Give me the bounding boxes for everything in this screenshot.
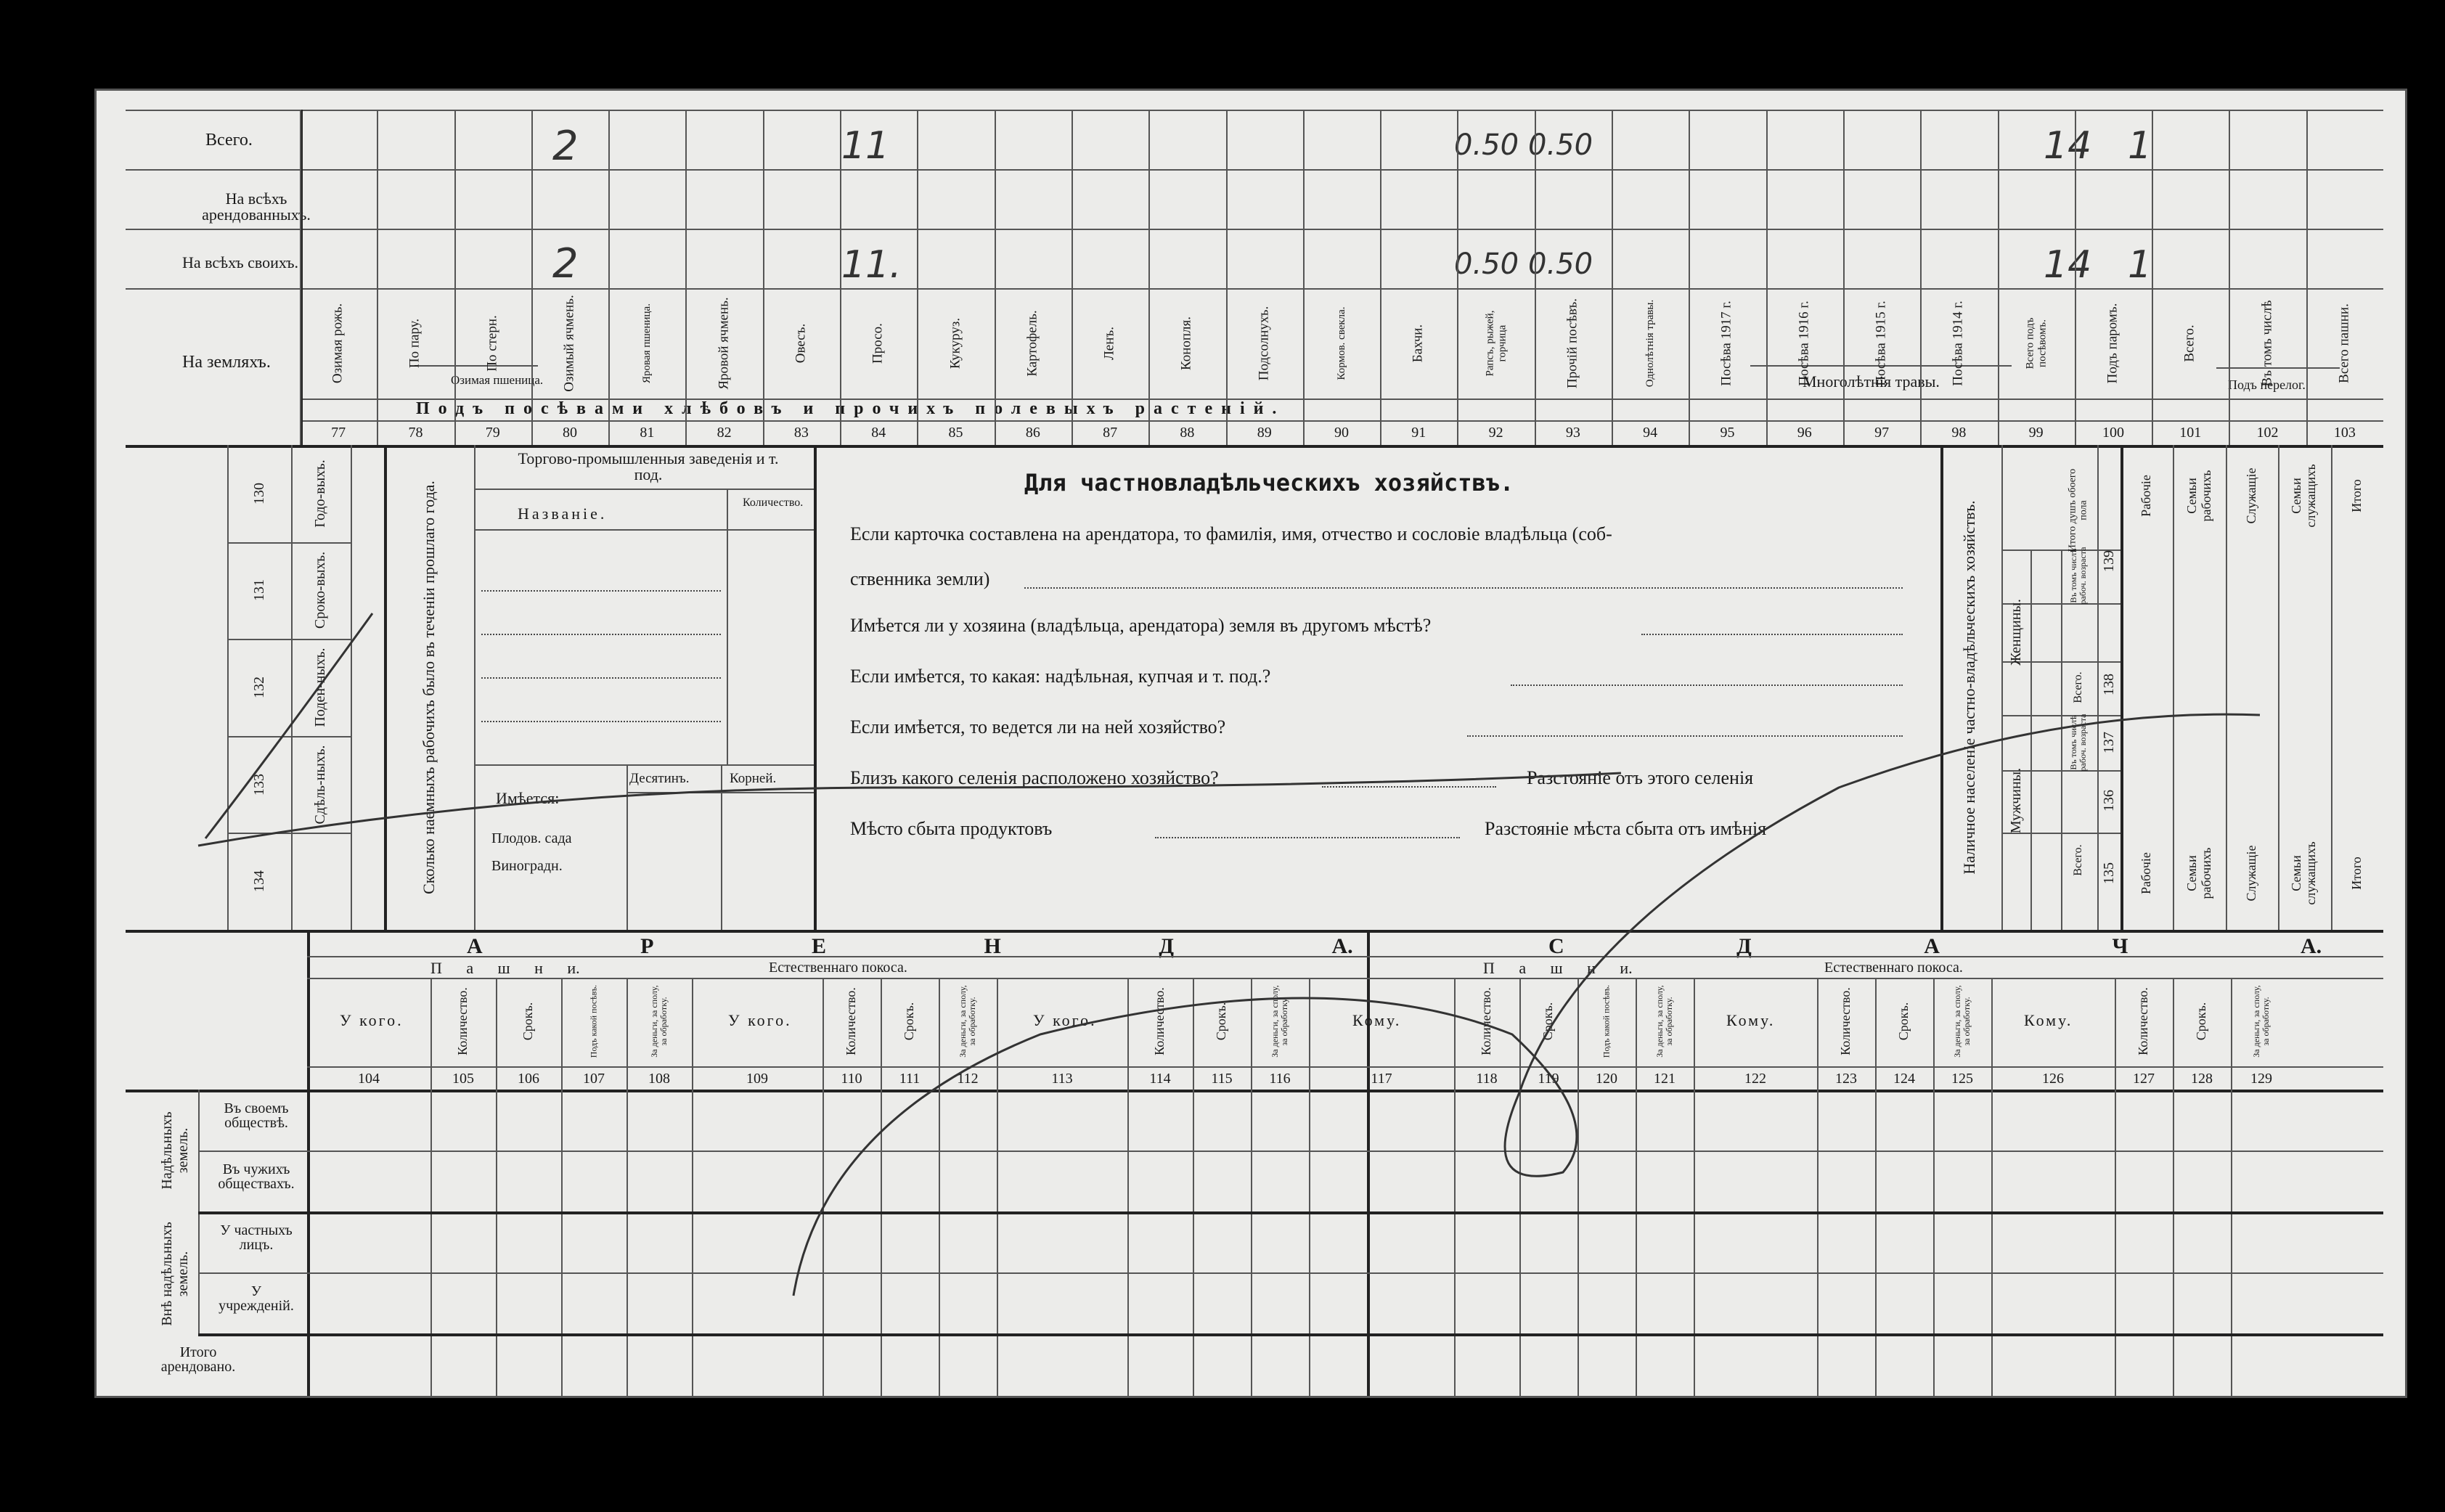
lease-col-num-105: 105 <box>452 1071 474 1087</box>
crop-col-num-97: 97 <box>1874 425 1890 441</box>
lease-col-num-115: 115 <box>1211 1071 1233 1087</box>
crop-col-label-90: Кормов. свекла. <box>1335 306 1347 380</box>
labour-num-134: 134 <box>251 870 267 893</box>
lease-col-label-120: Подъ какой посѣвъ. <box>1601 984 1612 1058</box>
hw-total-rape-value: 0.50 <box>1528 128 1593 162</box>
hw-own-rye-value: 2 <box>552 240 579 287</box>
lease-col-label-113: У кого. <box>1033 1011 1097 1029</box>
labour-num-132: 132 <box>251 677 267 698</box>
lease-col-label-107: Подъ какой посѣвъ. <box>588 984 599 1058</box>
lease-col-label-125: За деньги, за сполу, за обработку. <box>1951 985 1972 1058</box>
crop-col-num-96: 96 <box>1797 425 1812 441</box>
men-working-label: Въ томъ числѣ рабоч. возраста <box>2068 714 2088 772</box>
men-label: Мужчины. <box>2008 767 2024 834</box>
crop-col-label-97: Посѣва 1915 г. <box>1873 301 1889 386</box>
hw-total-rye-value: 2 <box>552 123 579 170</box>
crop-col-label-83: Овесъ. <box>793 323 809 364</box>
lease-col-label-105: Количество. <box>455 987 470 1055</box>
korney-header: Корней. <box>730 771 777 786</box>
row-label-own: На всѣхъ своихъ. <box>182 253 298 271</box>
total-souls-label: Итого душъ обоего пола <box>2067 468 2089 552</box>
question-farming: Если имѣется, то ведется ли на ней хозяйство? <box>850 716 1226 737</box>
question-market-distance: Разстоянiе мѣста сбыта отъ имѣнiя <box>1485 818 1767 839</box>
crop-col-label-77: Озимая рожь. <box>330 303 346 384</box>
crop-col-num-86: 86 <box>1025 425 1040 441</box>
lease-col-label-127: Количество. <box>2136 987 2151 1055</box>
crop-col-label-99: Всего подъ посѣвомъ. <box>2024 317 2048 369</box>
labour-num-130: 130 <box>251 482 267 504</box>
hw-total-melon-value: 0.50 <box>1454 128 1519 162</box>
question-market: Мѣсто сбыта продуктовъ <box>850 818 1053 839</box>
perennial-grass-label: Многолѣтнiя травы. <box>1803 372 1940 391</box>
crop-col-label-85: Кукуруз. <box>947 317 963 369</box>
crop-col-label-89: Подсолнухъ. <box>1256 306 1272 381</box>
lease-col-num-128: 128 <box>2191 1071 2213 1087</box>
crop-col-num-103: 103 <box>2333 425 2356 441</box>
labour-label-131: Сроко-выхъ. <box>312 552 328 629</box>
workers-col-top-1: Семьи рабочихъ <box>2184 470 2213 522</box>
desyatin-header: Десятинъ. <box>629 771 690 786</box>
lease-col-num-109: 109 <box>746 1071 768 1087</box>
lease-col-label-124: Срокъ. <box>1896 1002 1911 1041</box>
private-title: Для частновладѣльческихъ хозяйствъ. <box>1024 469 1514 496</box>
trade-name-header: Названiе. <box>518 504 608 523</box>
crop-col-label-91: Бахчи. <box>1410 324 1426 363</box>
lease-col-label-112: За деньги, за сполу, за обработку. <box>957 985 977 1058</box>
crop-col-num-81: 81 <box>640 425 655 441</box>
lease-col-num-121: 121 <box>1654 1071 1675 1087</box>
hw-total-wheat-value: 11 <box>841 124 890 168</box>
crop-col-num-84: 84 <box>871 425 886 441</box>
workers-col-bot-2: Служащiе <box>2244 845 2259 902</box>
lease-row-label-1: Въ чужихъ обществахъ. <box>218 1161 295 1192</box>
lease-col-num-120: 120 <box>1596 1071 1617 1087</box>
lease-col-num-116: 116 <box>1269 1071 1291 1087</box>
labour-num-131: 131 <box>251 579 267 602</box>
census-card-sheet <box>94 89 2407 1398</box>
ozimaya-wheat-label: Озимая пшеница. <box>451 373 544 387</box>
lease-col-num-129: 129 <box>2250 1071 2272 1087</box>
lease-col-num-108: 108 <box>648 1071 670 1087</box>
crop-col-label-102: Въ томъ числѣ <box>2259 300 2275 387</box>
workers-col-top-2: Служащiе <box>2244 467 2259 524</box>
orchard-label: Плодов. сада <box>491 830 572 846</box>
crop-col-num-98: 98 <box>1951 425 1967 441</box>
pop-num-138: 138 <box>2101 674 2117 695</box>
lease-col-num-126: 126 <box>2042 1071 2064 1087</box>
labour-label-133: Сдѣль-ныхъ. <box>312 745 328 825</box>
women-total-label: Всего. <box>2072 671 2085 703</box>
lease-col-num-118: 118 <box>1476 1071 1498 1087</box>
vineyard-label: Виноградн. <box>491 858 563 874</box>
group-allotment-label: Надѣльныхъ земель. <box>159 1111 191 1190</box>
lease-col-num-123: 123 <box>1835 1071 1857 1087</box>
pencil-strokes <box>97 91 2405 1396</box>
crop-col-num-101: 101 <box>2179 425 2202 441</box>
crop-col-num-95: 95 <box>1720 425 1735 441</box>
crop-col-label-98: Посѣва 1914 г. <box>1950 301 1966 386</box>
lease-col-label-115: Срокъ. <box>1214 1002 1229 1041</box>
lease-col-label-117: Кому. <box>1352 1011 1402 1029</box>
pop-num-135: 135 <box>2101 862 2117 884</box>
lease-col-label-109: У кого. <box>728 1011 792 1029</box>
labour-num-133: 133 <box>251 773 267 796</box>
lease-col-label-121: За деньги, за сполу, за обработку. <box>1654 985 1674 1058</box>
sown-banner: Подъ посѣвами хлѣбовъ и прочихъ полевыхъ растенiй. <box>416 399 1286 418</box>
hw-own-wheat-value: 11. <box>841 243 902 287</box>
pop-num-137: 137 <box>2101 732 2117 753</box>
sdacha-banner: С Д А Ч А. <box>1548 934 2322 958</box>
workers-col-bot-0: Рабочiе <box>2139 852 2154 894</box>
question-other-land: Имѣется ли у хозяина (владѣльца, арендатора) земля въ другомъ мѣстѣ? <box>850 615 1432 636</box>
crop-col-label-80: Озимый ячмень. <box>561 295 577 392</box>
lease-col-num-117: 117 <box>1371 1071 1392 1087</box>
crop-col-num-91: 91 <box>1411 425 1426 441</box>
crop-col-label-100: Подъ паромъ. <box>2105 303 2121 384</box>
labour-label-132: Поден-ныхъ. <box>312 647 328 727</box>
question-owner-cont: ственника земли) <box>850 568 990 589</box>
lease-col-num-127: 127 <box>2133 1071 2155 1087</box>
lease-col-label-108: За деньги, за сполу, за обработку. <box>648 985 669 1058</box>
hw-total-fallow-value: 1 <box>2128 124 2152 168</box>
hw-own-fallow-value: 1 <box>2128 243 2152 287</box>
lease-col-num-113: 113 <box>1051 1071 1073 1087</box>
hw-own-melon-value: 0.50 <box>1454 248 1519 281</box>
trade-qty-header: Количество. <box>743 496 804 509</box>
lease-col-label-126: Кому. <box>2024 1011 2073 1029</box>
crop-col-label-93: Прочiй посѣвъ. <box>1564 298 1580 388</box>
question-owner: Если карточка составлена на арендатора, то фамилiя, имя, отчество и сословiе владѣльца (соб- <box>850 523 1612 544</box>
lease-col-label-129: За деньги, за сполу, за обработку. <box>2250 985 2271 1058</box>
lease-col-num-119: 119 <box>1538 1071 1559 1087</box>
women-working-label: Въ томъ числѣ рабоч. возраста <box>2068 547 2088 605</box>
has-label: Имѣется: <box>496 789 560 807</box>
lease-col-num-125: 125 <box>1951 1071 1973 1087</box>
group-non-allotment-label: Внѣ надѣльныхъ земель. <box>159 1222 191 1326</box>
sdacha-pashni-header: П а ш н и. <box>1483 959 1633 977</box>
crop-col-num-88: 88 <box>1180 425 1195 441</box>
crop-col-label-95: Посѣва 1917 г. <box>1719 301 1735 386</box>
crop-col-num-99: 99 <box>2028 425 2044 441</box>
lease-col-num-122: 122 <box>1744 1071 1766 1087</box>
workers-col-top-3: Семьи служащихъ <box>2289 464 2319 528</box>
lease-col-num-107: 107 <box>583 1071 605 1087</box>
crop-col-num-93: 93 <box>1565 425 1580 441</box>
hw-own-sown-value: 14 <box>2044 243 2092 287</box>
crop-col-num-85: 85 <box>948 425 963 441</box>
crop-col-label-96: Посѣва 1916 г. <box>1796 301 1812 386</box>
question-village-distance: Разстоянiе отъ этого селенiя <box>1527 767 1754 788</box>
arenda-banner: А Р Е Н Д А. <box>467 934 1353 958</box>
crop-col-num-78: 78 <box>408 425 423 441</box>
hw-total-sown-value: 14 <box>2044 124 2092 168</box>
crop-col-label-86: Картофель. <box>1024 310 1040 377</box>
trade-title: Торгово-промышленныя заведенiя и т. под. <box>518 449 779 483</box>
crop-col-label-88: Конопля. <box>1178 316 1194 371</box>
row-label-total: Всего. <box>205 131 253 150</box>
pop-num-136: 136 <box>2101 790 2117 812</box>
crop-col-num-79: 79 <box>485 425 500 441</box>
crop-col-num-90: 90 <box>1334 425 1349 441</box>
lease-row-label-3: У учрежденiй. <box>219 1283 294 1314</box>
lease-col-num-112: 112 <box>957 1071 979 1087</box>
lease-col-num-104: 104 <box>358 1071 380 1087</box>
lease-col-label-111: Срокъ. <box>902 1002 917 1041</box>
crop-col-label-84: Просо. <box>870 323 886 364</box>
crop-col-num-102: 102 <box>2256 425 2279 441</box>
crop-col-num-87: 87 <box>1103 425 1118 441</box>
workers-col-bot-4: Итого <box>2348 857 2364 890</box>
lease-row-label-2: У частныхъ лицъ. <box>220 1222 293 1253</box>
sdacha-pokos-header: Естественнаго покоса. <box>1824 960 1963 976</box>
lease-col-label-116: За деньги, за сполу, за обработку. <box>1269 985 1289 1058</box>
question-village: Близъ какого селенiя расположено хозяйство? <box>850 767 1219 788</box>
crop-col-num-94: 94 <box>1643 425 1658 441</box>
lease-row-label-0: Въ своемъ обществѣ. <box>224 1100 289 1131</box>
workers-col-bot-3: Семьи служащихъ <box>2289 841 2319 905</box>
lease-col-num-111: 111 <box>899 1071 921 1087</box>
lease-col-label-110: Количество. <box>844 987 859 1055</box>
labour-label-130: Годо-выхъ. <box>312 459 328 528</box>
lease-row-label-4: Итого арендовано. <box>160 1344 236 1375</box>
arenda-pashni-header: П а ш н и. <box>430 959 580 977</box>
crop-col-label-92: Рапсъ, рыжей, горчица <box>1484 310 1508 377</box>
lease-col-num-110: 110 <box>841 1071 862 1087</box>
lease-col-label-122: Кому. <box>1726 1011 1776 1029</box>
lease-col-label-114: Количество. <box>1152 987 1167 1055</box>
lease-col-label-118: Количество. <box>1479 987 1494 1055</box>
lease-col-num-124: 124 <box>1893 1071 1915 1087</box>
crop-col-label-94: Однолѣтнiя травы. <box>1644 299 1656 388</box>
crop-col-label-81: Яровая пшеница. <box>641 303 653 383</box>
lease-col-num-114: 114 <box>1149 1071 1171 1087</box>
workers-col-bot-1: Семьи рабочихъ <box>2184 847 2213 899</box>
hired-workers-label: Сколько наемныхъ рабочихъ было въ теченiи прошлаго года. <box>419 481 438 894</box>
crop-col-label-79: По стерн. <box>484 315 500 372</box>
crop-col-label-101: Всего. <box>2181 324 2197 362</box>
crop-col-num-92: 92 <box>1488 425 1503 441</box>
hw-own-rape-value: 0.50 <box>1528 248 1593 281</box>
workers-col-top-4: Итого <box>2348 479 2364 512</box>
lease-col-label-119: Срокъ. <box>1540 1002 1556 1041</box>
crop-col-num-100: 100 <box>2102 425 2124 441</box>
fallow-label: Подъ перелог. <box>2228 377 2306 392</box>
men-total-label: Всего. <box>2072 844 2085 876</box>
crop-col-num-89: 89 <box>1257 425 1272 441</box>
crop-col-num-82: 82 <box>717 425 732 441</box>
lease-col-label-128: Срокъ. <box>2194 1002 2209 1041</box>
women-label: Женщины. <box>2008 599 2024 666</box>
question-land-type: Если имѣется, то какая: надѣльная, купчая и т. под.? <box>850 666 1271 687</box>
lease-col-num-106: 106 <box>518 1071 539 1087</box>
crop-col-label-87: Ленъ. <box>1101 327 1117 360</box>
workers-col-top-0: Рабочiе <box>2139 475 2154 517</box>
arenda-pokos-header: Естественнаго покоса. <box>769 960 907 976</box>
lease-col-label-104: У кого. <box>340 1011 404 1029</box>
crop-col-num-80: 80 <box>563 425 578 441</box>
population-label: Наличное населенiе частно-владѣльческихъ хозяйствъ. <box>1959 500 1978 875</box>
pop-num-139: 139 <box>2101 550 2117 572</box>
crop-col-label-103: Всего пашни. <box>2336 303 2352 383</box>
crop-col-num-83: 83 <box>793 425 809 441</box>
crop-col-num-77: 77 <box>331 425 346 441</box>
crop-col-label-82: Яровой ячмень. <box>716 297 732 390</box>
lease-col-label-123: Количество. <box>1838 987 1853 1055</box>
row-label-lands: На земляхъ. <box>182 353 271 372</box>
row-label-rented: На всѣхъ арендованныхъ. <box>202 189 311 224</box>
crop-col-label-78: По пару. <box>407 318 423 369</box>
lease-col-label-106: Срокъ. <box>521 1002 536 1041</box>
